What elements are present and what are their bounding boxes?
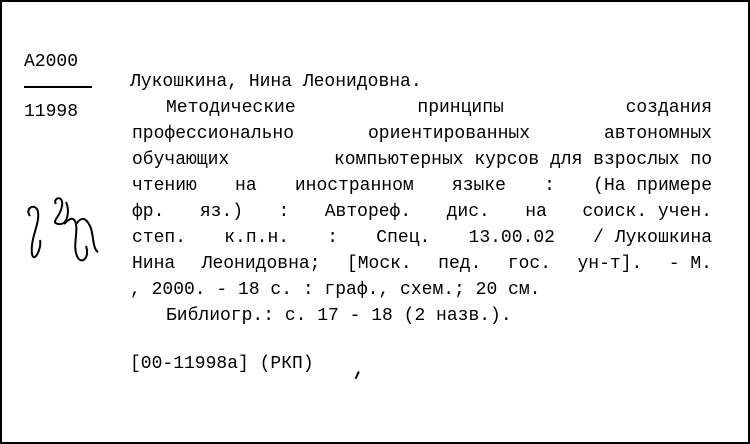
card-number: 11998 [24,102,79,122]
word: к.п.н. [224,228,290,248]
word: Методические [166,98,296,118]
word: компьютерных курсов для взрослых по [333,150,712,170]
author-line: Лукошкина, Нина Леонидовна. [130,72,422,92]
word: : [544,176,555,196]
word: (На примере [593,176,712,196]
word: профессионально [132,124,295,144]
word: чтению [132,176,197,196]
word: Леонидовна; [201,254,321,274]
title-row [132,124,712,144]
title-row [132,254,712,274]
divider [24,86,92,88]
word: : [327,228,339,248]
word: ориентированных [367,124,531,144]
title-row [132,150,712,170]
title-row [132,176,712,196]
shelf-mark: [00-11998а] (РКП) [130,354,314,374]
handwritten-signature [20,188,116,278]
word: создания [625,98,712,118]
word: яз.) [199,202,244,222]
word: обучающих [132,150,230,170]
word: / Лукошкина [593,228,712,248]
word: : [278,202,290,222]
word: Автореф. [324,202,412,222]
word: на [235,176,257,196]
word: пед. [438,254,482,274]
word: [Моск. [346,254,412,274]
card-code: A2000 [24,52,79,72]
word: иностранном [294,176,414,196]
word: соиск. учен. [582,202,712,222]
word: гос. [507,254,552,274]
bibliography-line: Библиогр.: с. 17 - 18 (2 назв.). [166,306,512,326]
word: принципы [417,98,504,118]
word: на [525,202,547,222]
word: Нина [132,254,176,274]
pen-mark [355,371,364,381]
word: степ. [132,228,187,248]
word: Спец. [376,228,431,248]
word: языке [451,176,506,196]
word: фр. [132,202,165,222]
word: 13.00.02 [468,228,555,248]
word: автономных [603,124,712,144]
word: дис. [446,202,490,222]
imprint-line: , 2000. - 18 с. : граф., схем.; 20 см. [130,280,541,300]
title-row [132,202,712,222]
title-row [166,98,712,118]
title-row [132,228,712,248]
word: - М. [668,254,712,274]
word: ун-т]. [577,254,643,274]
